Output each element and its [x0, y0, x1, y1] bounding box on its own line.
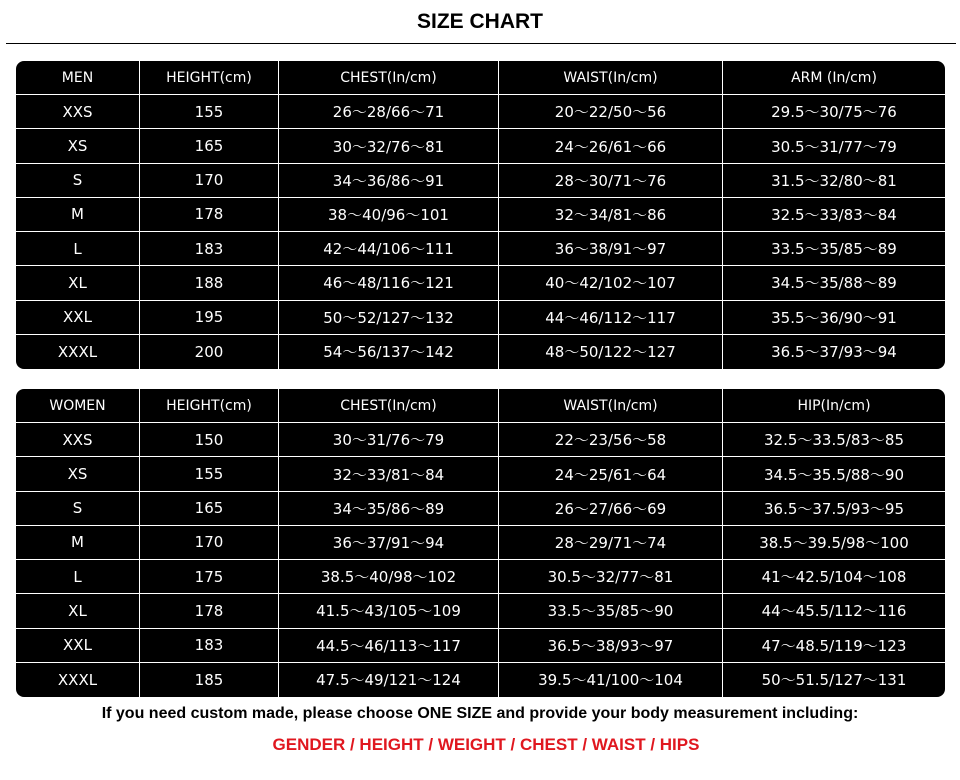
- women-table-cell: 28～29/71～74: [499, 526, 723, 560]
- women-table-cell: 32～33/81～84: [279, 457, 499, 491]
- women-header-cell: HIP(In/cm): [723, 389, 945, 423]
- men-table-cell: 34～36/86～91: [279, 164, 499, 198]
- men-table-cell: 26～28/66～71: [279, 95, 499, 129]
- women-table-cell: 47.5～49/121～124: [279, 663, 499, 697]
- women-table-cell: 47～48.5/119～123: [723, 629, 945, 663]
- women-table-cell: 44～45.5/112～116: [723, 594, 945, 628]
- women-size-label: M: [16, 526, 140, 560]
- women-table-cell: 165: [140, 492, 279, 526]
- women-size-label: XS: [16, 457, 140, 491]
- men-table-cell: 32～34/81～86: [499, 198, 723, 232]
- women-table-cell: 38.5～40/98～102: [279, 560, 499, 594]
- women-table-cell: 155: [140, 457, 279, 491]
- women-table-cell: 34.5～35.5/88～90: [723, 457, 945, 491]
- men-table-cell: 36～38/91～97: [499, 232, 723, 266]
- women-header-cell: HEIGHT(cm): [140, 389, 279, 423]
- men-table-cell: 30.5～31/77～79: [723, 129, 945, 163]
- men-table-cell: 32.5～33/83～84: [723, 198, 945, 232]
- women-table-cell: 41～42.5/104～108: [723, 560, 945, 594]
- men-header-cell: CHEST(In/cm): [279, 61, 499, 95]
- women-table-cell: 178: [140, 594, 279, 628]
- women-table-cell: 170: [140, 526, 279, 560]
- women-table-cell: 185: [140, 663, 279, 697]
- men-size-label: M: [16, 198, 140, 232]
- men-size-grid: [16, 61, 945, 369]
- men-table-cell: 34.5～35/88～89: [723, 266, 945, 300]
- men-header-cell: ARM (In/cm): [723, 61, 945, 95]
- page-title: SIZE CHART: [417, 10, 543, 33]
- women-table-cell: 32.5～33.5/83～85: [723, 423, 945, 457]
- men-size-label: XXS: [16, 95, 140, 129]
- title-divider: [6, 43, 956, 44]
- men-table-cell: 165: [140, 129, 279, 163]
- women-size-label: XXL: [16, 629, 140, 663]
- women-size-label: XXS: [16, 423, 140, 457]
- women-table-cell: 36.5～37.5/93～95: [723, 492, 945, 526]
- men-header-cell: HEIGHT(cm): [140, 61, 279, 95]
- women-size-table: [16, 389, 945, 697]
- women-table-cell: 30～31/76～79: [279, 423, 499, 457]
- men-table-cell: 195: [140, 301, 279, 335]
- men-table-cell: 48～50/122～127: [499, 335, 723, 369]
- men-table-cell: 42～44/106～111: [279, 232, 499, 266]
- women-table-cell: 30.5～32/77～81: [499, 560, 723, 594]
- men-table-cell: 170: [140, 164, 279, 198]
- women-size-label: XL: [16, 594, 140, 628]
- women-table-cell: 24～25/61～64: [499, 457, 723, 491]
- men-table-cell: 20～22/50～56: [499, 95, 723, 129]
- men-table-cell: 30～32/76～81: [279, 129, 499, 163]
- men-table-cell: 29.5～30/75～76: [723, 95, 945, 129]
- men-table-cell: 38～40/96～101: [279, 198, 499, 232]
- men-table-cell: 33.5～35/85～89: [723, 232, 945, 266]
- women-table-cell: 183: [140, 629, 279, 663]
- men-size-label: XL: [16, 266, 140, 300]
- women-size-label: L: [16, 560, 140, 594]
- women-header-cell: WOMEN: [16, 389, 140, 423]
- men-header-cell: MEN: [16, 61, 140, 95]
- women-table-cell: 38.5～39.5/98～100: [723, 526, 945, 560]
- required-measurements: GENDER / HEIGHT / WEIGHT / CHEST / WAIST / HIPS: [272, 735, 700, 754]
- women-table-cell: 26～27/66～69: [499, 492, 723, 526]
- women-size-label: S: [16, 492, 140, 526]
- men-table-cell: 40～42/102～107: [499, 266, 723, 300]
- men-table-cell: 183: [140, 232, 279, 266]
- women-table-cell: 36.5～38/93～97: [499, 629, 723, 663]
- women-table-cell: 36～37/91～94: [279, 526, 499, 560]
- men-table-cell: 28～30/71～76: [499, 164, 723, 198]
- women-table-cell: 39.5～41/100～104: [499, 663, 723, 697]
- men-table-cell: 178: [140, 198, 279, 232]
- men-table-cell: 31.5～32/80～81: [723, 164, 945, 198]
- women-table-cell: 175: [140, 560, 279, 594]
- custom-size-note: If you need custom made, please choose ONE SIZE and provide your body measurement including:: [101, 705, 859, 722]
- women-table-cell: 34～35/86～89: [279, 492, 499, 526]
- men-table-cell: 54～56/137～142: [279, 335, 499, 369]
- men-table-cell: 188: [140, 266, 279, 300]
- men-table-cell: 44～46/112～117: [499, 301, 723, 335]
- women-size-grid: [16, 389, 945, 697]
- men-table-cell: 36.5～37/93～94: [771, 343, 897, 362]
- women-table-cell: 22～23/56～58: [499, 423, 723, 457]
- men-size-label: XXXL: [16, 335, 140, 369]
- men-table-cell: 46～48/116～121: [279, 266, 499, 300]
- men-size-label: S: [16, 164, 140, 198]
- men-size-label: XXL: [16, 301, 140, 335]
- men-table-cell: 35.5～36/90～91: [723, 301, 945, 335]
- women-size-label: XXXL: [16, 663, 140, 697]
- men-size-label: XS: [16, 129, 140, 163]
- women-table-cell: 150: [140, 423, 279, 457]
- women-table-cell: 44.5～46/113～117: [279, 629, 499, 663]
- men-table-cell: 155: [140, 95, 279, 129]
- women-header-cell: CHEST(In/cm): [279, 389, 499, 423]
- women-table-cell: 33.5～35/85～90: [499, 594, 723, 628]
- men-header-cell: WAIST(In/cm): [499, 61, 723, 95]
- women-table-cell: 41.5～43/105～109: [279, 594, 499, 628]
- men-size-table: [16, 61, 945, 369]
- women-table-cell: 50～51.5/127～131: [761, 671, 907, 690]
- men-table-cell: 24～26/61～66: [499, 129, 723, 163]
- women-header-cell: WAIST(In/cm): [499, 389, 723, 423]
- men-table-cell: 200: [140, 335, 279, 369]
- men-size-label: L: [16, 232, 140, 266]
- men-table-cell: 50～52/127～132: [279, 301, 499, 335]
